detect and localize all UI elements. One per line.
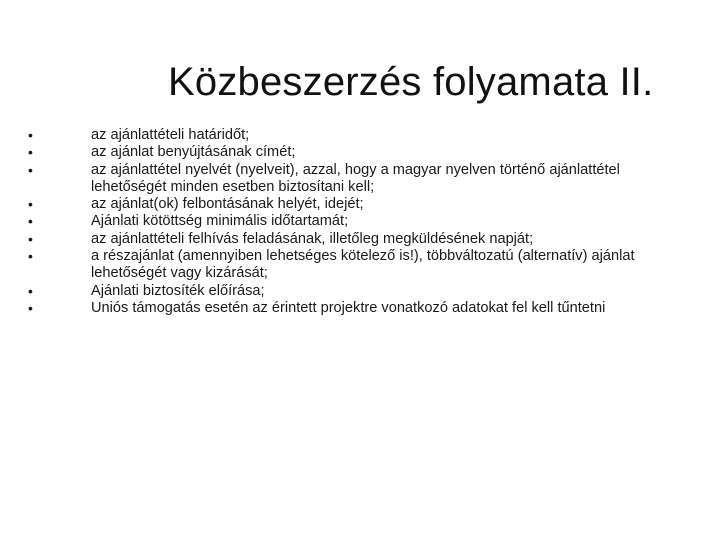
list-item <box>28 213 668 230</box>
list-item-text: az ajánlattételi felhívás feladásának, illetőleg megküldésének napját; <box>91 230 534 247</box>
bullet-icon: • <box>28 196 33 213</box>
list-item-text: a részajánlat (amennyiben lehetséges kötelező is!), többváltozatú (alternatív) ajánlat lehetőségét vagy kizárását; <box>91 248 635 282</box>
slide-title: Közbeszerzés folyamata II. <box>168 60 654 104</box>
list-item <box>28 231 668 248</box>
list-item <box>28 144 668 161</box>
list-item-text: Ajánlati biztosíték előírása; <box>91 282 265 299</box>
bullet-icon: • <box>28 213 33 230</box>
list-item-text: Ajánlati kötöttség minimális időtartamát; <box>91 213 349 230</box>
list-item <box>28 196 668 213</box>
bullet-icon: • <box>28 144 33 161</box>
list-item-text: az ajánlat benyújtásának címét; <box>91 144 296 161</box>
bullet-icon: • <box>28 282 33 299</box>
bullet-icon: • <box>28 161 33 178</box>
bullet-icon: • <box>28 299 33 316</box>
list-item <box>28 162 668 197</box>
list-item <box>28 248 668 283</box>
list-item <box>28 300 668 317</box>
list-item-text: az ajánlattétel nyelvét (nyelveit), azzal, hogy a magyar nyelven történő ajánlattétel lehetőségét minden esetben biztosítani kell; <box>91 161 620 195</box>
list-item-text: az ajánlat(ok) felbontásának helyét, idejét; <box>91 196 364 213</box>
bullet-icon: • <box>28 230 33 247</box>
bullet-icon: • <box>28 127 33 143</box>
list-item <box>28 127 668 144</box>
bullet-list <box>28 127 668 317</box>
list-item-text: az ajánlattételi határidőt; <box>91 127 250 143</box>
bullet-icon: • <box>28 248 33 265</box>
list-item <box>28 283 668 300</box>
list-item-text: Uniós támogatás esetén az érintett projektre vonatkozó adatokat fel kell tűntetni <box>91 299 606 316</box>
